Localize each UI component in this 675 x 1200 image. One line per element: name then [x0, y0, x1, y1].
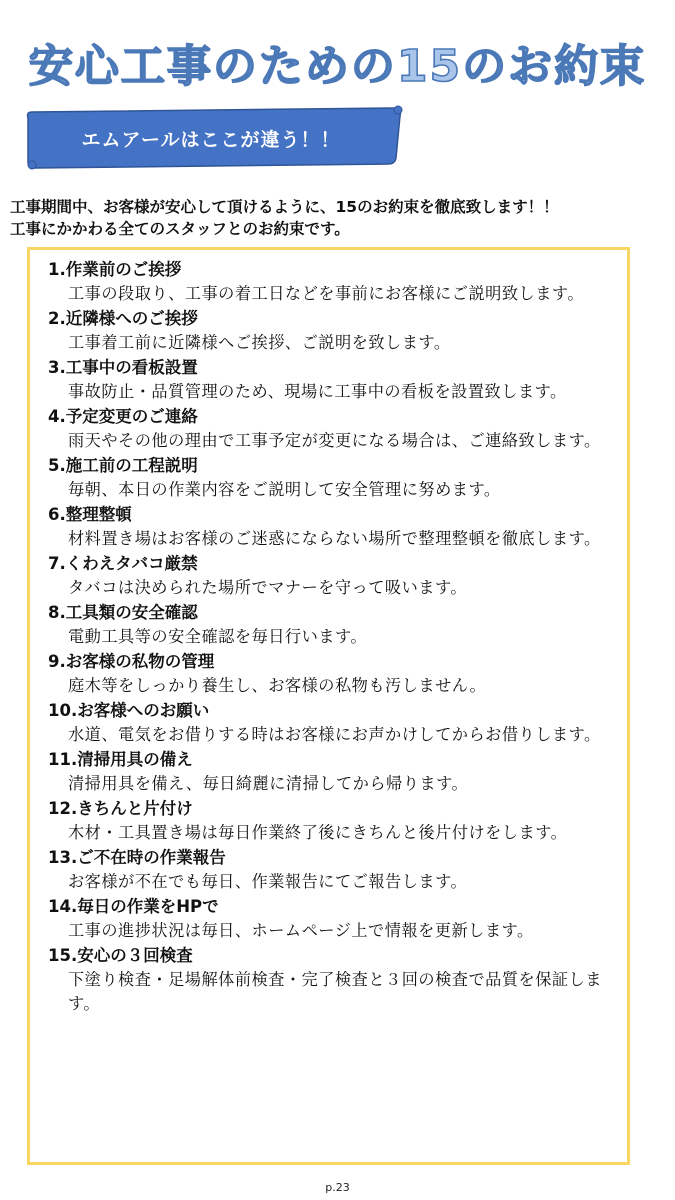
promise-heading: 14.毎日の作業をHPで — [48, 897, 219, 916]
banner-ribbon — [24, 102, 408, 172]
promise-heading: 2.近隣様へのご挨拶 — [48, 309, 198, 328]
promise-item — [48, 258, 623, 306]
promise-item — [48, 895, 623, 943]
promise-description: 工事の段取り、工事の着工日などを事前にお客様にご説明致します。 — [68, 284, 585, 303]
promise-item — [48, 748, 623, 796]
promise-description: 下塗り検査・足場解体前検査・完了検査と３回の検査で品質を保証します。 — [68, 970, 602, 1013]
intro-text — [10, 196, 670, 240]
promise-heading: 13.ご不在時の作業報告 — [48, 848, 226, 867]
promise-heading: 4.予定変更のご連絡 — [48, 407, 198, 426]
promise-heading: 6.整理整頓 — [48, 505, 132, 524]
promise-description: 木材・工具置き場は毎日作業終了後にきちんと後片付けをします。 — [68, 823, 568, 842]
promise-item — [48, 307, 623, 355]
promise-heading: 11.清掃用具の備え — [48, 750, 193, 769]
promise-item — [48, 846, 623, 894]
promise-description: 事故防止・品質管理のため、現場に工事中の看板を設置致します。 — [68, 382, 567, 401]
promise-description: 材料置き場はお客様のご迷惑にならない場所で整理整頓を徹底します。 — [68, 529, 601, 548]
promise-description: 水道、電気をお借りする時はお客様にお声かけしてからお借りします。 — [68, 725, 601, 744]
promise-item — [48, 699, 623, 747]
promise-list — [48, 258, 623, 1017]
promise-description: お客様が不在でも毎日、作業報告にてご報告します。 — [68, 872, 468, 891]
promise-heading: 8.工具類の安全確認 — [48, 603, 198, 622]
intro-line: 工事にかかわる全てのスタッフとのお約束です。 — [10, 220, 350, 238]
page-number: p.23 — [325, 1181, 350, 1194]
promise-description: 雨天やその他の理由で工事予定が変更になる場合は、ご連絡致します。 — [68, 431, 601, 450]
promise-item — [48, 405, 623, 453]
promise-item — [48, 944, 623, 1016]
promise-item — [48, 552, 623, 600]
promise-heading: 3.工事中の看板設置 — [48, 358, 198, 377]
intro-line: 工事期間中、お客様が安心して頂けるように、15のお約束を徹底致します！！ — [10, 198, 559, 216]
promise-item — [48, 454, 623, 502]
page-title: 安心工事のための15のお約束 — [28, 41, 647, 92]
promise-description: 庭木等をしっかり養生し、お客様の私物も汚しません。 — [68, 676, 487, 695]
promise-heading: 10.お客様へのお願い — [48, 701, 210, 720]
promise-item — [48, 601, 623, 649]
promise-description: 毎朝、本日の作業内容をご説明して安全管理に努めます。 — [68, 480, 501, 499]
promise-description: 電動工具等の安全確認を毎日行います。 — [68, 627, 368, 646]
promise-description: タバコは決められた場所でマナーを守って吸います。 — [68, 578, 468, 597]
promise-description: 工事着工前に近隣様へご挨拶、ご説明を致します。 — [68, 333, 451, 352]
promise-heading: 12.きちんと片付け — [48, 799, 193, 818]
promise-heading: 9.お客様の私物の管理 — [48, 652, 215, 671]
promise-description: 工事の進捗状況は毎日、ホームページ上で情報を更新します。 — [68, 921, 534, 940]
promise-description: 清掃用具を備え、毎日綺麗に清掃してから帰ります。 — [68, 774, 469, 793]
promise-heading: 5.施工前の工程説明 — [48, 456, 198, 475]
promise-item — [48, 356, 623, 404]
promise-heading: 1.作業前のご挨拶 — [48, 260, 182, 279]
banner-text: エムアールはここが違う！！ — [81, 129, 341, 151]
promise-item — [48, 650, 623, 698]
promise-item — [48, 797, 623, 845]
promise-item — [48, 503, 623, 551]
promise-heading: 15.安心の３回検査 — [48, 946, 193, 965]
promise-heading: 7.くわえタバコ厳禁 — [48, 554, 198, 573]
